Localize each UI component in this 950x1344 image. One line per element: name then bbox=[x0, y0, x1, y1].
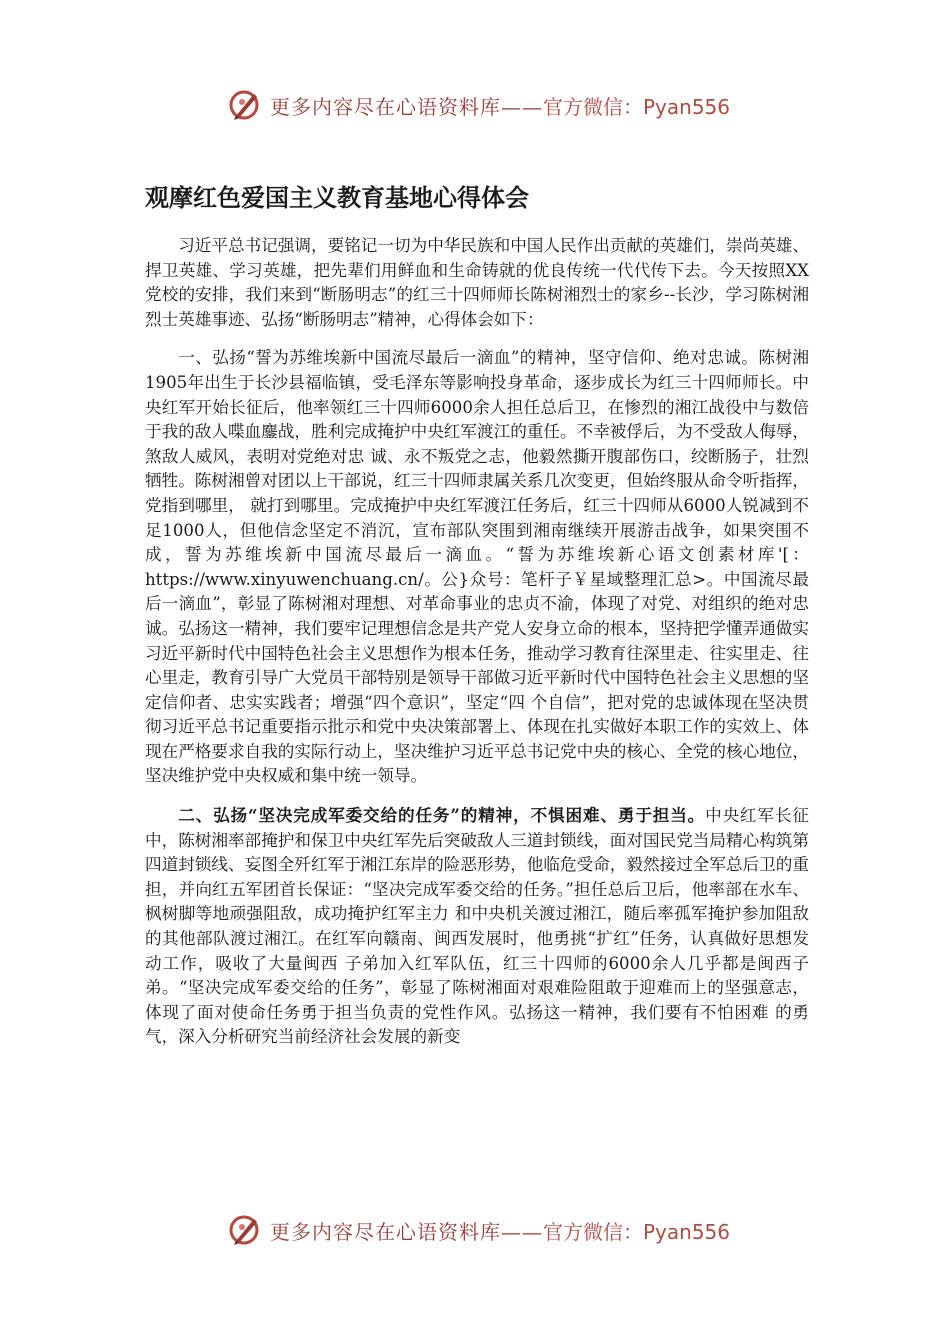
section-2-paragraph bbox=[145, 803, 809, 1050]
watermark-text bbox=[270, 91, 730, 120]
watermark-text bbox=[270, 1216, 730, 1245]
watermark-wechat: 官方微信：Pyan556 bbox=[543, 94, 731, 119]
pen-logo-icon bbox=[228, 88, 262, 122]
watermark-site: 更多内容尽在心语资料库 bbox=[270, 1219, 501, 1244]
intro-paragraph: 习近平总书记强调，要铭记一切为中华民族和中国人民作出贡献的英雄们，崇尚英雄、捍卫英雄、学习英雄，把先辈们用鲜血和生命铸就的优良传统一代代传下去。今天按照XX党校的安排，我们来到“断肠明志”的红三十四师师长陈树湘烈士的家乡--长沙，学习陈树湘烈士英雄事迹、弘扬“断肠明志”精神，心得体会如下： bbox=[145, 236, 809, 329]
footer-watermark-banner bbox=[228, 1210, 731, 1250]
header-watermark-banner bbox=[228, 85, 731, 125]
watermark-dash: —— bbox=[501, 1219, 543, 1244]
section-2-body: 中央红军长征中，陈树湘率部掩护和保卫中央红军先后突破敌人三道封锁线，面对国民党当局精心构筑第四道封锁线、妄图全歼红军于湘江东岸的险恶形势，他临危受命，毅然接过全军总后卫的重担，并向红五军团首长保证：“坚决完成军委交给的任务。”担任总后卫后，他率部在水车、枫树脚等地顽强阻敌，成功掩护红军主力 和中央机关渡过湘江，随后率孤军掩护参加阻敌的其他部队渡过湘江。在红军向赣南、闽西发展时，他勇挑“扩红”任务，认真做好思想发动工作，吸收了大量闽西 子弟加入红军队伍，红三十四师的6000余人几乎都是闽西子弟。“坚决完成军委交给的任务”，彰显了陈树湘面对艰难险阻敢于迎难而上的坚强意志，体现了面对使命任务勇于担当负责的党性作风。弘扬这一精神，我们要有不怕困难 的勇气，深入分析研究当前经济社会发展的新变 bbox=[145, 806, 809, 1047]
document-body bbox=[145, 234, 809, 1050]
section-2-heading: 二、弘扬“坚决完成军委交给的任务”的精神，不惧困难、勇于担当。 bbox=[178, 805, 706, 826]
watermark-dash: —— bbox=[501, 94, 543, 119]
pen-logo-icon bbox=[228, 1213, 262, 1247]
watermark-site: 更多内容尽在心语资料库 bbox=[270, 94, 501, 119]
document-title: 观摩红色爱国主义教育基地心得体会 bbox=[145, 184, 529, 212]
watermark-wechat: 官方微信：Pyan556 bbox=[543, 1219, 731, 1244]
section-1-paragraph: 一、弘扬“誓为苏维埃新中国流尽最后一滴血”的精神，坚守信仰、绝对忠诚。陈树湘1905年出生于长沙县福临镇，受毛泽东等影响投身革命，逐步成长为红三十四师师长。中央红军开始长征后，他率领红三十四师6000余人担任总后卫，在惨烈的湘江战役中与数倍于我的敌人喋血鏖战，胜利完成掩护中央红军渡江的重任。不幸被俘后，为不受敌人侮辱，煞敌人威风，表明对党绝对忠 诚、永不叛党之志，他毅然撕开腹部伤口，绞断肠子，壮烈牺牲。陈树湘曾对团以上干部说，红三十四师隶属关系几次变更，但始终服从命令听指挥，党指到哪里， 就打到哪里。完成掩护中央红军渡江任务后，红三十四师从6000人锐减到不足1000人，但他信念坚定不消沉，宣布部队突围到湘南继续开展游击战争，如果突围不成，誓为苏维埃新中国流尽最后一滴血。“誓为苏维埃新心语文创素材库'[：https://www.xinyuwenchuang.cn/。公}众号：笔杆子￥星域整理汇总>。中国流尽最后一滴血”，彰显了陈树湘对理想、对革命事业的忠贞不渝，体现了对党、对组织的绝对忠诚。弘扬这一精神，我们要牢记理想信念是共产党人安身立命的根本，坚持把学懂弄通做实习近平新时代中国特色社会主义思想作为根本任务，推动学习教育往深里走、往实里走、往心里走，教育引导广大党员干部特别是领导干部做习近平新时代中国特色社会主义思想的坚定信仰者、忠实实践者；增强“四个意识”，坚定“四 个自信”，把对党的忠诚体现在坚决贯彻习近平总书记重要指示批示和党中央决策部署上、体现在扎实做好本职工作的实效上、体现在严格要求自我的实际行动上，坚决维护习近平总书记党中央的核心、全党的核心地位，坚决维护党中央权威和集中统一领导。 bbox=[145, 348, 809, 786]
